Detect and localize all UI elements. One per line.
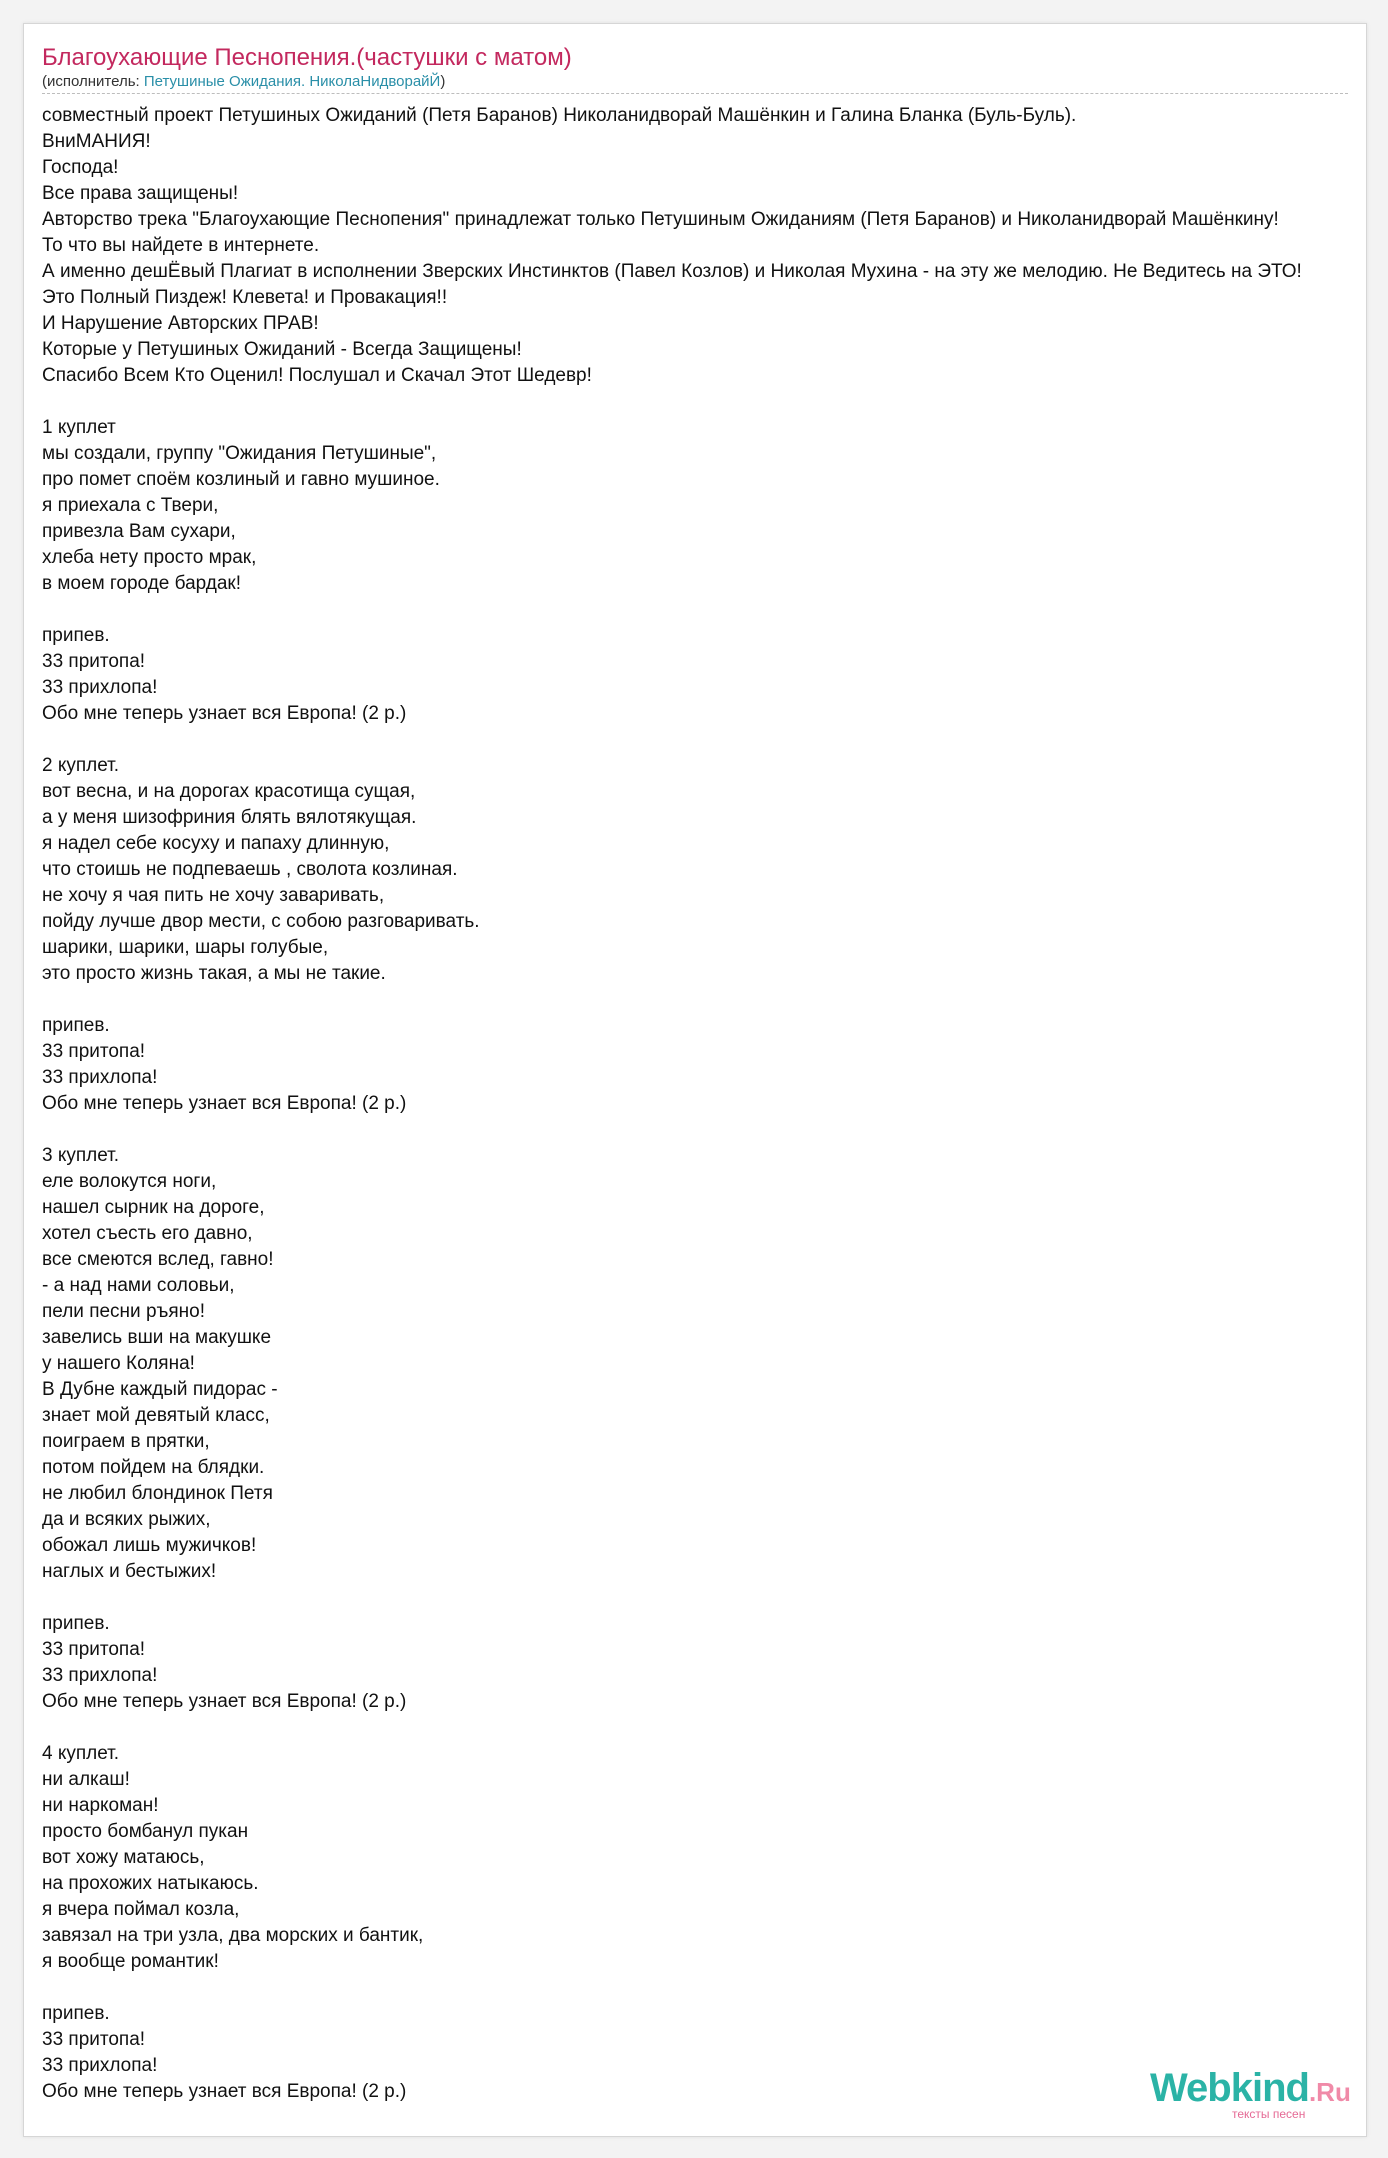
performer-line <box>42 73 1348 94</box>
page-sheet <box>23 23 1367 2137</box>
performer-prefix: (исполнитель: <box>42 73 144 90</box>
webkind-logo[interactable] <box>1150 2065 1350 2125</box>
logo-tld: .Ru <box>1308 2077 1351 2107</box>
logo-subtitle: тексты песен <box>1232 2107 1306 2121</box>
song-title: Благоухающие Песнопения.(частушки с матом) <box>42 44 572 71</box>
lyrics-text: совместный проект Петушиных Ожиданий (Петя Баранов) Николанидворай Машёнкин и Галина Бланка (Буль-Буль). ВниМАНИЯ! Господа! Все права защищены! Авторство трека "Благоухающие Песнопения" принадлежат только Петушиным Ожиданиям (Петя Баранов) и Николанидворай Машёнкину! То что вы найдете в интернете. А именно дешЁвый Плагиат в исполнении Зверских Инстинктов (Павел Козлов) и Николая Мухина - на эту же мелодию. Не Ведитесь на ЭТО! Это Полный Пиздеж! Клевета! и Провакация!! И Нарушение Авторских ПРАВ! Которые у Петушиных Ожиданий - Всегда Защищены! Спасибо Всем Кто Оценил! Послушал и Скачал Этот Шедевр! 1 куплет мы создали, группу "Ожидания Петушиные", про помет споём козлиный и гавно мушиное. я приехала с Твери, привезла Вам сухари, хлеба нету просто мрак, в моем городе бардак! припев. 33 притопа! 33 прихлопа! Обо мне теперь узнает вся Европа! (2 р.) 2 куплет. вот весна, и на дорогах красотища сущая, а у меня шизофриния блять вялотякущая. я надел себе косуху и папаху длинную, что стоишь не подпеваешь , сволота козлиная. не хочу я чая пить не хочу заваривать, пойду лучше двор мести, с собою разговаривать. шарики, шарики, шары голубые, это просто жизнь такая, а мы не такие. припев. 33 притопа! 33 прихлопа! Обо мне теперь узнает вся Европа! (2 р.) 3 куплет. еле волокутся ноги, нашел сырник на дороге, хотел съесть его давно, все смеются вслед, гавно! - а над нами соловьи, пели песни ръяно! завелись вши на макушке у нашего Коляна! В Дубне каждый пидорас - знает мой девятый класс, поиграем в прятки, потом пойдем на блядки. не любил блондинок Петя да и всяких рыжих, обожал лишь мужичков! наглых и бестыжих! припев. 33 притопа! 33 прихлопа! Обо мне теперь узнает вся Европа! (2 р.) 4 куплет. ни алкаш! ни наркоман! просто бомбанул пукан вот хожу матаюсь, на прохожих натыкаюсь. я вчера поймал козла, завязал на три узла, два морских и бантик, я вообще романтик! припев. 33 притопа! 33 прихлопа! Обо мне теперь узнает вся Европа! (2 р.) <box>42 105 1302 2102</box>
performer-suffix: ) <box>440 73 446 90</box>
song-header <box>42 43 1348 94</box>
logo-main-text: Webkind <box>1150 2066 1309 2110</box>
performer-link[interactable]: Петушиные Ожидания. НиколаНидворайЙ <box>143 73 441 90</box>
